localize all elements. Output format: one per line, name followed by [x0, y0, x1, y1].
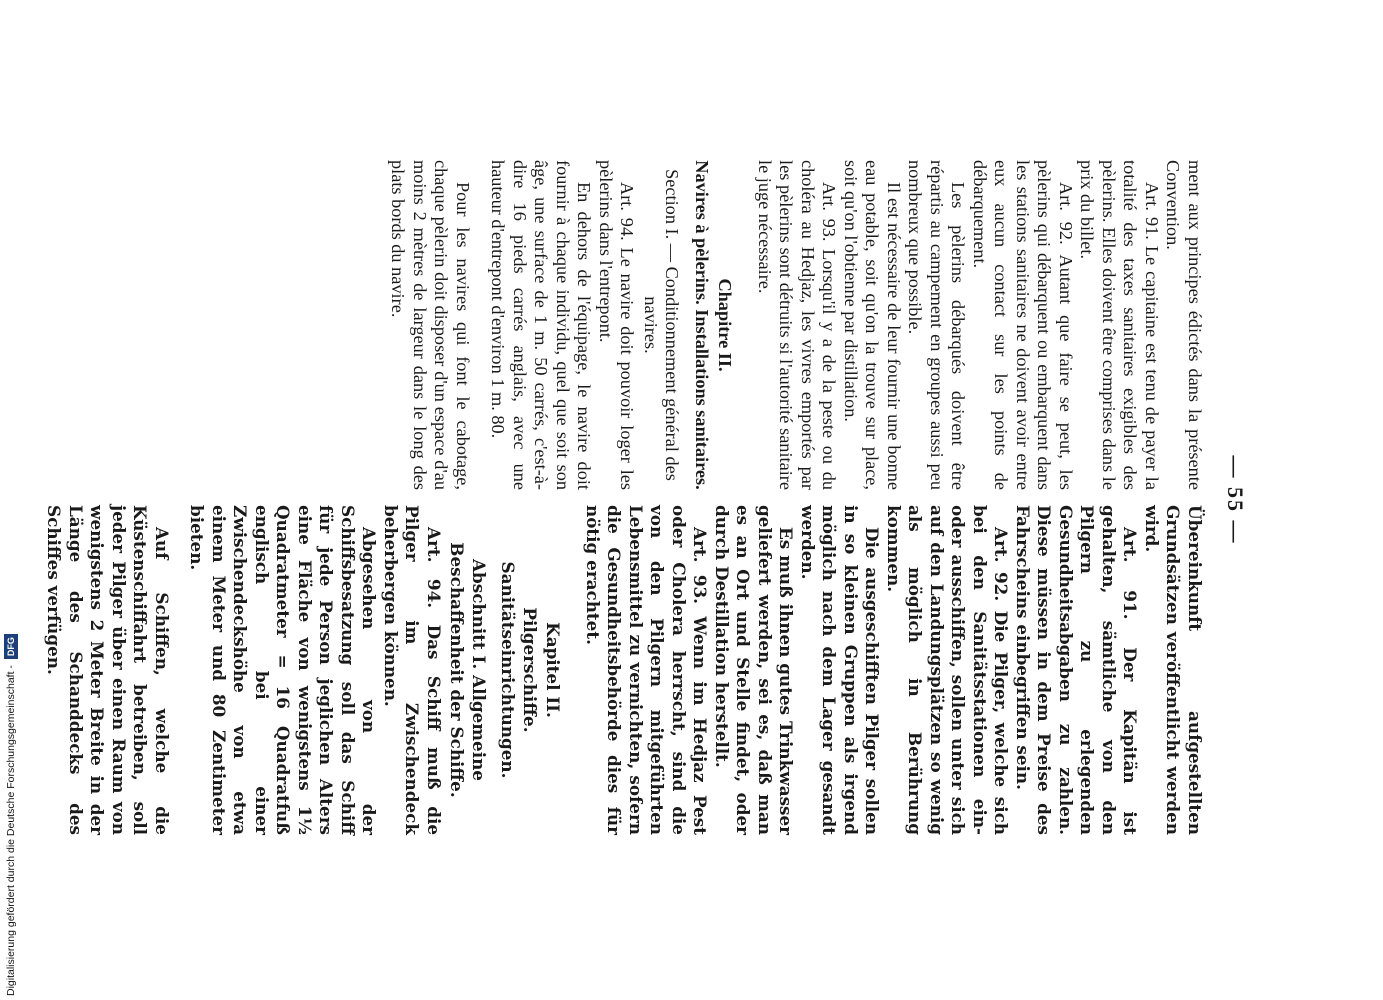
german-article-94: Art. 94. Das Schiff muß die Pilger im Zwischendeck beherbergen können.: [381, 505, 444, 835]
french-paragraph: En dehors de l'équipage, le navire doit fournir à chaque individu, quel que soit son âge, une surface de 1 m. 50 carrés, c'est-à-dire 16 pieds carrés anglais, avec une hauteur d'entrepont d'environ 1 m. 80.: [488, 160, 595, 490]
german-article-92: Art. 92. Die Pilger, welche sich bei den Sanitätsstationen ein- oder ausschiffen, sollen unter sich auf den Landungsplätzen so wenig als möglich in Berührung kommen.: [884, 505, 1012, 835]
credit-line: [2, 600, 24, 996]
german-article-91: Art. 91. Der Kapitän ist gehalten, sämtliche von den Pilgern zu erlegenden Gesundheitsabgaben zu zahlen. Diese müssen in dem Preise des Fahrscheins einbegriffen sein.: [1013, 505, 1141, 835]
dfg-logo-icon: DFG: [4, 634, 18, 659]
german-paragraph: Es muß ihnen gutes Trinkwasser geliefert werden, sei es, daß man es an Ort und Stelle findet, oder durch Destillation herstellt.: [712, 505, 797, 835]
digitization-credit: [0, 604, 22, 1000]
german-column: [43, 505, 1205, 835]
credit-text: Digitalisierung gefördert durch die Deutsche Forschungsgemeinschaft -: [5, 665, 17, 996]
german-section-heading: Abschnitt I. Allgemeine Beschaffenheit der Schiffe.: [447, 542, 489, 798]
german-article-93: Art. 93. Wenn im Hedjaz Pest oder Cholera herrscht, sind die von den Pilgern mitgeführten Lebensmittel zu vernichten, sofern die Gesundheitsbehörde dies für nötig erachtet.: [583, 505, 711, 835]
french-section-heading: Section I. — Conditionnement général des navires.: [641, 169, 683, 481]
french-chapter-subtitle: Navires à pèlerins. Installations sanitaires.: [692, 160, 712, 490]
german-paragraph: Abgesehen von der Schiffsbesatzung soll das Schiff für jede Person jeglichen Alters eine Fläche von wenigstens 1½ Quadratmeter = 16 Quadratfuß englisch bei einer Zwischendeckshöhe von etwa einem Meter und 80 Zentimeter bieten.: [187, 505, 380, 835]
french-article-92: Art. 92. Autant que faire se peut, les pèlerins qui débarquent ou embarquent dans les stations sanitaires ne doivent avoir entre eux aucun contact sur les points de débarquement.: [970, 160, 1076, 490]
french-paragraph: Les pèlerins débarqués doivent être répartis au campement en groupes aussi peu nombreux que possible.: [905, 160, 969, 490]
german-paragraph: Auf Schiffen, welche die Küstenschiffahrt betreiben, soll jeder Pilger über einen Raum von wenigstens 2 Meter Breite in der Länge des Schanddecks des Schiffes verfügen.: [44, 505, 172, 835]
french-paragraph: ment aux principes édictés dans la présente Convention.: [1163, 160, 1205, 490]
french-column: [387, 160, 1205, 490]
german-paragraph: Übereinkunft aufgestellten Grundsätzen veröffentlicht werden wird.: [1142, 505, 1205, 835]
german-paragraph: Die ausgeschifften Pilger sollen in so kleinen Gruppen als irgend möglich nach dem Lager gesandt werden.: [798, 505, 883, 835]
french-article-93: Art. 93. Lorsqu'il y a de la peste ou du choléra au Hedjaz, les vivres emportés par les pèlerins sont détruits si l'autorité sanitaire le juge nécessaire.: [755, 160, 840, 490]
german-chapter-subtitle: Pilgerschiffe. Sanitätseinrichtungen.: [498, 561, 540, 779]
french-article-91: Art. 91. Le capitaine est tenu de payer la totalité des taxes sanitaires exigibles des pèlerins. Elles doivent être comprises dans le prix du billet.: [1077, 160, 1162, 490]
french-article-94: Art. 94. Le navire doit pouvoir loger les pèlerins dans l'entrepont.: [596, 160, 638, 490]
french-paragraph: Pour les navires qui font le cabotage, chaque pèlerin doit disposer d'un espace d'au moins 2 mètres de largeur dans le long des plats bords du navire.: [388, 160, 473, 490]
german-chapter-heading: Kapitel II.: [543, 622, 564, 718]
page-number: — 55 —: [1223, 455, 1248, 545]
french-paragraph: Il est nécessaire de leur fournir une bonne eau potable, soit qu'on la trouve sur place, soit qu'on l'obtienne par distillation.: [841, 160, 904, 490]
french-chapter-heading: Chapitre II.: [715, 278, 736, 372]
